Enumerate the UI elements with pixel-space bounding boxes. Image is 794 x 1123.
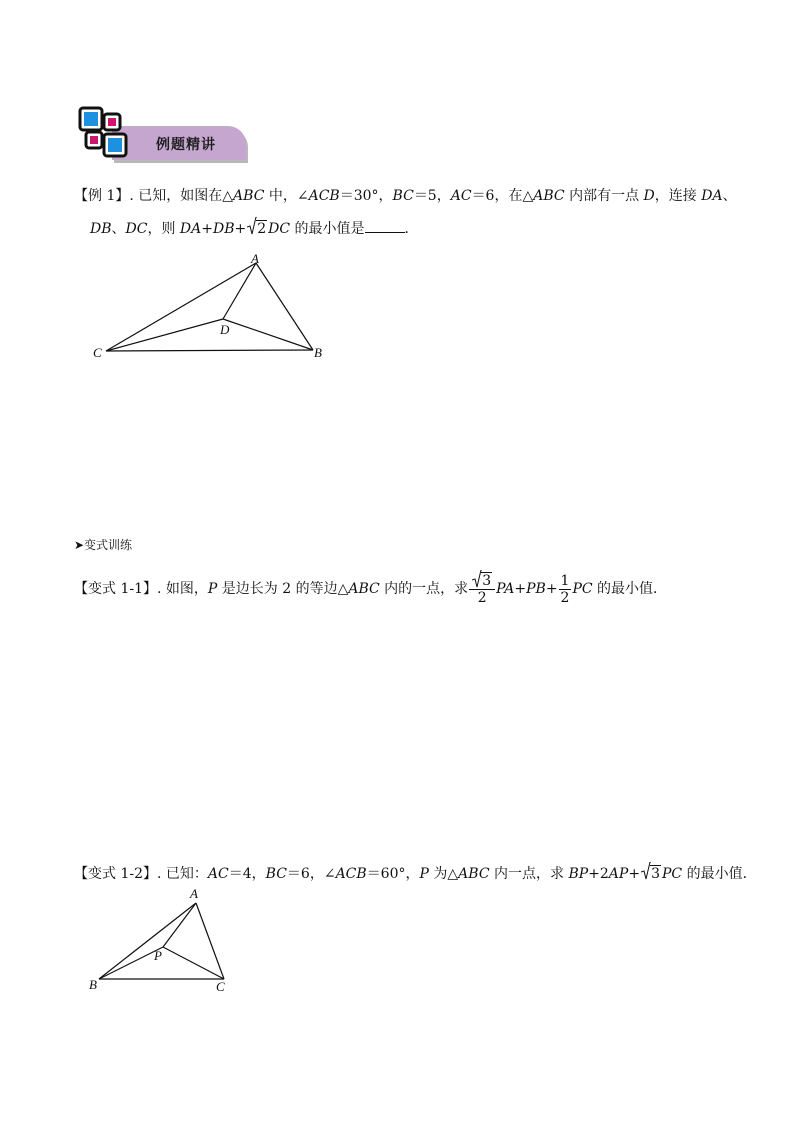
section-title: 例题精讲 xyxy=(156,137,216,153)
sqrt-symbol: 3 xyxy=(641,864,661,884)
variant1-line: 【变式 1-1】. 如图，P 是边长为 2 的等边△ABC 内的一点，求 $\frac{3}{2}$ PA+PB+ $\frac{1}{2}$ PC 的最小值． xyxy=(74,572,667,606)
fraction-sqrt3-over-2: $\frac{3}{2}$ xyxy=(469,572,495,606)
label-a: A xyxy=(251,251,259,266)
segment-ac xyxy=(196,903,224,979)
segment-dc xyxy=(106,319,223,351)
example1-line2: DB、DC，则 DA+DB+ 2 DC 的最小值是 ． xyxy=(90,218,419,239)
answer-blank[interactable] xyxy=(365,218,405,233)
example1-tag: 【例 1】 xyxy=(74,188,130,204)
segment-ca xyxy=(106,263,256,351)
segment-pc xyxy=(163,947,224,979)
label-b: B xyxy=(314,345,322,360)
label-a: A xyxy=(190,886,198,901)
segment-db xyxy=(223,319,313,350)
segment-ab xyxy=(256,263,313,350)
variant2-line: 【变式 1-2】. 已知：AC＝4，BC＝6，∠ACB＝60°，P 为△ABC 内一点，求 BP+2AP+ 3 PC 的最小值． xyxy=(74,864,757,884)
label-b: B xyxy=(89,977,97,992)
example1-triangle-figure xyxy=(88,250,338,365)
variant-heading: ➤变式训练 xyxy=(74,538,133,552)
variant2-triangle-figure xyxy=(84,884,244,996)
sqrt-symbol: 2 xyxy=(247,219,267,239)
variant2-tag: 【变式 1-2】 xyxy=(74,866,157,882)
segment-cb xyxy=(106,350,313,351)
segment-ba xyxy=(99,903,196,979)
variant1-tag: 【变式 1-1】 xyxy=(74,581,157,597)
label-c: C xyxy=(93,345,102,360)
label-d: D xyxy=(220,322,230,337)
example1-line1: 【例 1】. 已知，如图在△ABC 中，∠ACB＝30°，BC＝5，AC＝6，在△ABC 内部有一点 D，连接 DA、 xyxy=(74,188,737,204)
label-c: C xyxy=(216,979,225,994)
section-header xyxy=(78,106,248,162)
label-p: P xyxy=(154,948,162,963)
fraction-1-over-2: $\frac{1}{2}$ xyxy=(560,572,570,606)
section-squares-icon xyxy=(78,106,130,162)
segment-da xyxy=(223,263,256,319)
